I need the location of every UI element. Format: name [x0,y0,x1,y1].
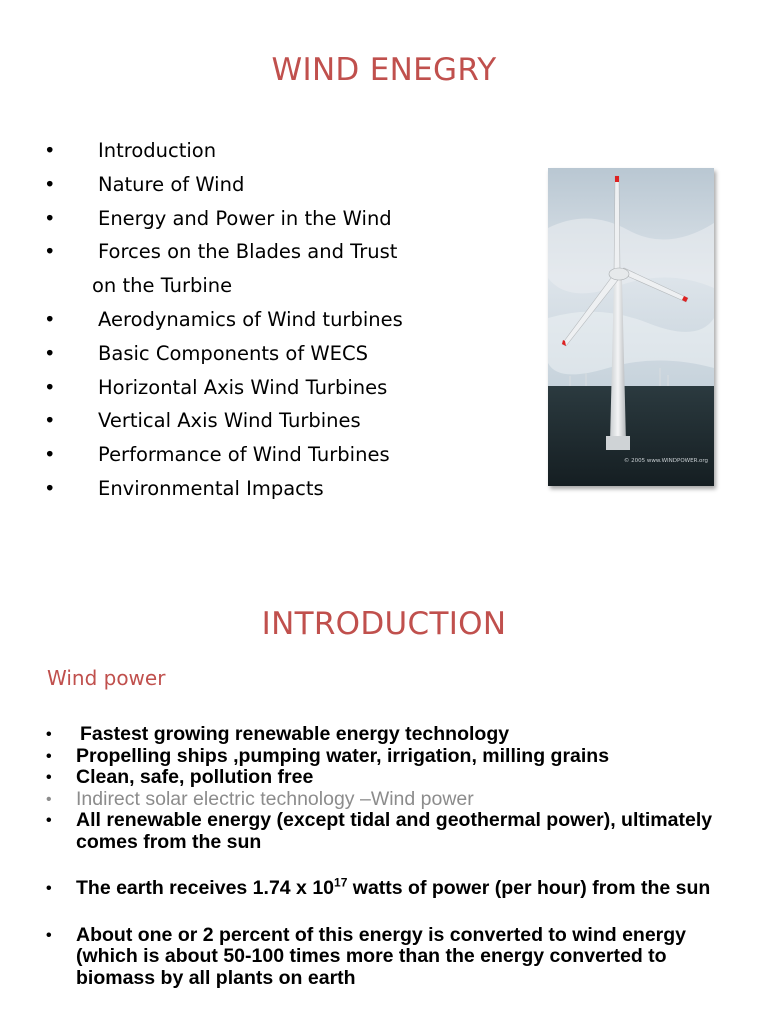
slide-title: WIND ENEGRY [271,52,497,88]
list-item: • All renewable energy (except tidal and geothermal power), ultimately comes from the sun [46,809,713,853]
wind-turbine-illustration [548,168,714,486]
toc-item-continuation: on the Turbine [92,274,233,298]
wind-turbine-image [548,168,714,486]
toc-item: • Horizontal Axis Wind Turbines [44,375,388,399]
toc-item: • Introduction [44,139,217,162]
slide-introduction [0,560,768,1024]
toc-item: • Aerodynamics of Wind turbines [44,307,403,331]
bullet-list [46,724,736,989]
toc-item: • Vertical Axis Wind Turbines [44,409,361,433]
toc-item: • Environmental Impacts [44,476,324,500]
list-item: • Indirect solar electric technology –Wind power [46,787,474,810]
toc-item: • Performance of Wind Turbines [44,443,390,467]
list-item: • The earth receives 1.74 x $10^{17}$ watts of power (per hour) from the sun [46,875,711,899]
list-item: • Propelling ships ,pumping water, irrigation, milling grains [46,744,610,767]
list-item: • Clean, safe, pollution free [46,766,314,788]
table-of-contents [44,138,403,510]
toc-item: • Basic Components of WECS [44,341,368,365]
photo-credit: © 2005 www.WINDPOWER.org [623,458,708,464]
toc-item: • Forces on the Blades and Trust [44,240,398,264]
list-item: • Fastest growing renewable energy technology [46,723,510,745]
toc-item: • Energy and Power in the Wind [44,206,392,230]
list-item: • About one or 2 percent of this energy is converted to wind energy (which is about 50-100 times more than the energy converted to biomass by all plants on earth [46,923,687,989]
slide-title: INTRODUCTION [261,606,507,642]
toc-item: • Nature of Wind [44,172,245,196]
section-subheading: Wind power [47,666,166,690]
